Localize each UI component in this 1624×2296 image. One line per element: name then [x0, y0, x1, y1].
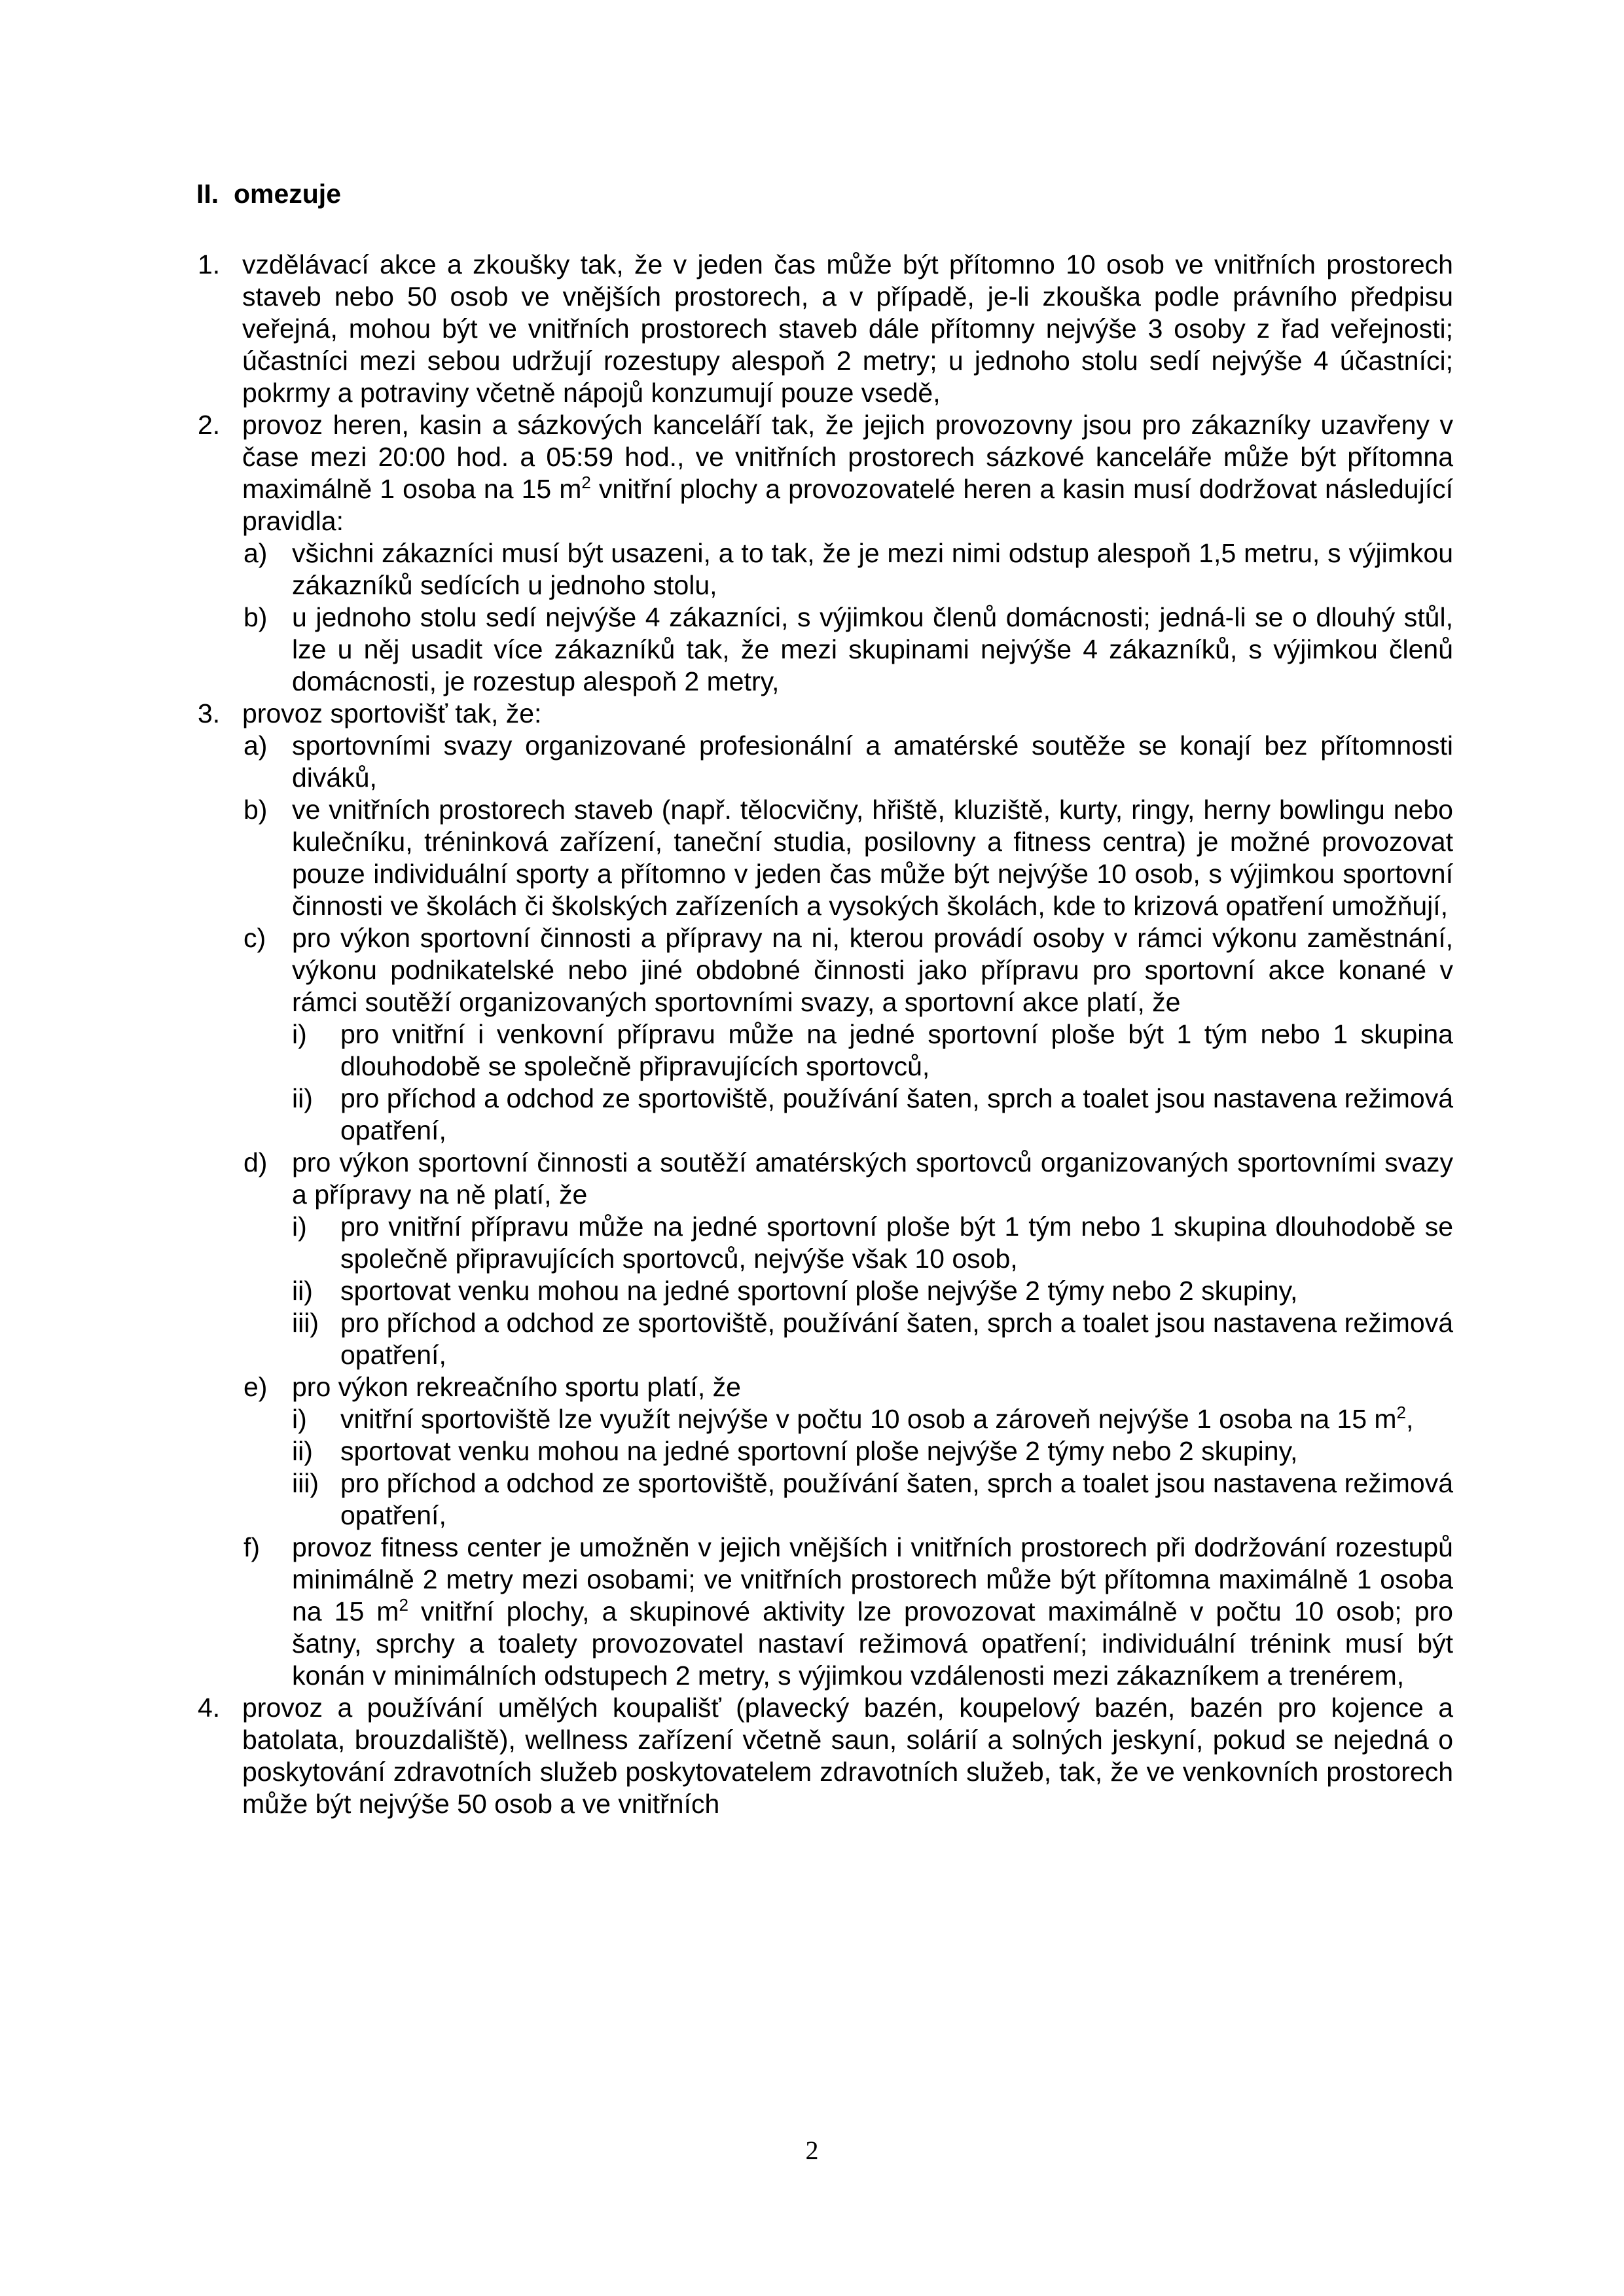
list-item-text: sportovat venku mohou na jedné sportovní ploše nejvýše 2 týmy nebo 2 skupiny, — [340, 1436, 1298, 1466]
list-item-3d-iii — [196, 1307, 1453, 1371]
list-marker: 1. — [198, 249, 221, 279]
list-item-3c-i — [196, 1018, 1453, 1083]
list-item-text: sportovat venku mohou na jedné sportovní ploše nejvýše 2 týmy nebo 2 skupiny, — [340, 1276, 1298, 1306]
superscript: 2 — [399, 1595, 408, 1615]
list-marker: ii) — [292, 1083, 313, 1113]
superscript: 2 — [1396, 1403, 1407, 1422]
list-item-3e-i — [196, 1403, 1453, 1435]
list-item-text: vzdělávací akce a zkoušky tak, že v jeden čas může být přítomno 10 osob ve vnitřních prostorech staveb nebo 50 osob ve vnějších prostorech, a v případě, je-li zkouška podle právního předpisu veřejná, mohou být ve vnitřních prostorech staveb dále přítomny nejvýše 3 osoby z řad veřejnosti; účastníci mezi sebou udržují rozestupy alespoň 2 metry; u jednoho stolu sedí nejvýše 4 účastníci; pokrmy a potraviny včetně nápojů konzumují pouze vsedě, — [242, 249, 1453, 408]
list-item-text: ve vnitřních prostorech staveb (např. tělocvičny, hřiště, kluziště, kurty, ringy, herny bowlingu nebo kulečníku, tréninková zařízení, taneční studia, posilovny a fitness centra) je možné provozovat pouze individuální sporty a přítomno v jeden čas může být nejvýše 10 osob, s výjimkou sportovní činnosti ve školách či školských zařízeních a vysokých školách, kde to krizová opatření umožňují, — [292, 795, 1453, 921]
numbered-list — [196, 249, 1453, 1820]
list-item-3e-ii — [196, 1435, 1453, 1467]
list-item-3d-i — [196, 1211, 1453, 1275]
list-item-text: u jednoho stolu sedí nejvýše 4 zákazníci, s výjimkou členů domácnosti; jedná-li se o dlouhý stůl, lze u něj usadit více zákazníků tak, že mezi skupinami nejvýše 4 zákazníků, s výjimkou členů domácnosti, je rozestup alespoň 2 metry, — [292, 602, 1453, 696]
list-item-2a — [196, 537, 1453, 601]
list-marker: 2. — [198, 410, 221, 440]
list-item-3e — [196, 1371, 1453, 1403]
list-marker: iii) — [292, 1468, 319, 1498]
superscript: 2 — [581, 473, 591, 492]
list-item-text: sportovními svazy organizované profesionální a amatérské soutěže se konají bez přítomnosti diváků, — [292, 730, 1453, 793]
list-marker: 3. — [198, 698, 221, 728]
list-item-1 — [196, 249, 1453, 409]
list-item-text: pro příchod a odchod ze sportoviště, používání šaten, sprch a toalet jsou nastavena režimová opatření, — [340, 1468, 1453, 1530]
list-marker: iii) — [292, 1308, 319, 1338]
list-item-3f — [196, 1532, 1453, 1692]
list-item-text: vnitřní sportoviště lze využít nejvýše v počtu 10 osob a zároveň nejvýše 1 osoba na 15 m — [340, 1404, 1397, 1434]
list-marker: 4. — [198, 1693, 221, 1723]
list-item-text: provoz heren, kasin a sázkových kanceláří tak, že jejich provozovny jsou pro zákazníky uzavřeny v čase mezi 20:00 hod. a 05:59 hod., ve vnitřních prostorech sázkové kanceláře může být přítomna maximálně 1 osoba na 15 m — [242, 410, 1453, 504]
list-item-text: provoz sportovišť tak, že: — [242, 698, 542, 728]
list-item-3a — [196, 730, 1453, 794]
list-item-text: pro příchod a odchod ze sportoviště, používání šaten, sprch a toalet jsou nastavena režimová opatření, — [340, 1308, 1453, 1370]
list-item-text: všichni zákazníci musí být usazeni, a to tak, že je mezi nimi odstup alespoň 1,5 metru, s výjimkou zákazníků sedících u jednoho stolu, — [292, 538, 1453, 600]
list-item-text: vnitřní plochy a provozovatelé heren a kasin musí dodržovat následující pravidla: — [242, 474, 1453, 536]
list-item-3d — [196, 1147, 1453, 1211]
list-item-text: pro výkon rekreačního sportu platí, že — [292, 1372, 741, 1402]
list-marker: i) — [292, 1404, 307, 1434]
list-item-text: , — [1406, 1404, 1414, 1434]
list-item-3d-ii — [196, 1275, 1453, 1307]
section-heading: II. omezuje — [196, 179, 341, 209]
list-item-3c-ii — [196, 1083, 1453, 1147]
list-marker: i) — [292, 1211, 307, 1242]
list-marker: d) — [244, 1147, 268, 1177]
list-marker: a) — [244, 730, 268, 761]
list-marker: ii) — [292, 1436, 313, 1466]
list-marker: e) — [244, 1372, 268, 1402]
list-marker: f) — [244, 1532, 261, 1562]
list-item-2b — [196, 601, 1453, 698]
list-item-text: provoz fitness center je umožněn v jejich vnějších i vnitřních prostorech při dodržování rozestupů minimálně 2 metry mezi osobami; ve vnitřních prostorech může být přítomna maximálně 1 osoba na 15 m — [292, 1532, 1453, 1626]
page-number: 2 — [805, 2136, 819, 2165]
list-marker: b) — [244, 795, 268, 825]
list-item-3c — [196, 922, 1453, 1018]
list-item-text: provoz a používání umělých koupališť (plavecký bazén, koupelový bazén, bazén pro kojence a batolata, brouzdaliště), wellness zařízení včetně saun, solárií a solných jeskyní, pokud se nejedná o poskytování zdravotních služeb poskytovatelem zdravotních služeb, tak, že ve venkovních prostorech může být nejvýše 50 osob a ve vnitřních — [242, 1693, 1453, 1819]
list-item-3 — [196, 698, 1453, 730]
list-item-text: pro výkon sportovní činnosti a soutěží amatérských sportovců organizovaných sportovními svazy a přípravy na ně platí, že — [292, 1147, 1453, 1210]
list-item-2 — [196, 409, 1453, 537]
list-item-text: pro vnitřní přípravu může na jedné sportovní ploše být 1 tým nebo 1 skupina dlouhodobě se společně připravujících sportovců, nejvýše však 10 osob, — [340, 1211, 1453, 1274]
list-marker: c) — [244, 923, 266, 953]
list-item-text: pro příchod a odchod ze sportoviště, používání šaten, sprch a toalet jsou nastavena režimová opatření, — [340, 1083, 1453, 1145]
list-item-text: vnitřní plochy, a skupinové aktivity lze provozovat maximálně v počtu 10 osob; pro šatny, sprchy a toalety provozovatel nastaví režimová opatření; individuální trénink musí být konán v minimálních odstupech 2 metry, s výjimkou vzdálenosti mezi zákazníkem a trenérem, — [292, 1596, 1453, 1691]
list-marker: i) — [292, 1019, 307, 1049]
list-item-4 — [196, 1692, 1453, 1820]
list-marker: ii) — [292, 1276, 313, 1306]
list-item-text: pro vnitřní i venkovní přípravu může na jedné sportovní ploše být 1 tým nebo 1 skupina dlouhodobě se společně připravujících sportovců, — [340, 1019, 1453, 1081]
list-marker: a) — [244, 538, 268, 568]
list-item-3e-iii — [196, 1467, 1453, 1532]
list-marker: b) — [244, 602, 268, 632]
list-item-3b — [196, 794, 1453, 922]
list-item-text: pro výkon sportovní činnosti a přípravy na ni, kterou provádí osoby v rámci výkonu zaměstnání, výkonu podnikatelské nebo jiné obdobné činnosti jako přípravu pro sportovní akce konané v rámci soutěží organizovaných sportovními svazy, a sportovní akce platí, že — [292, 923, 1453, 1017]
